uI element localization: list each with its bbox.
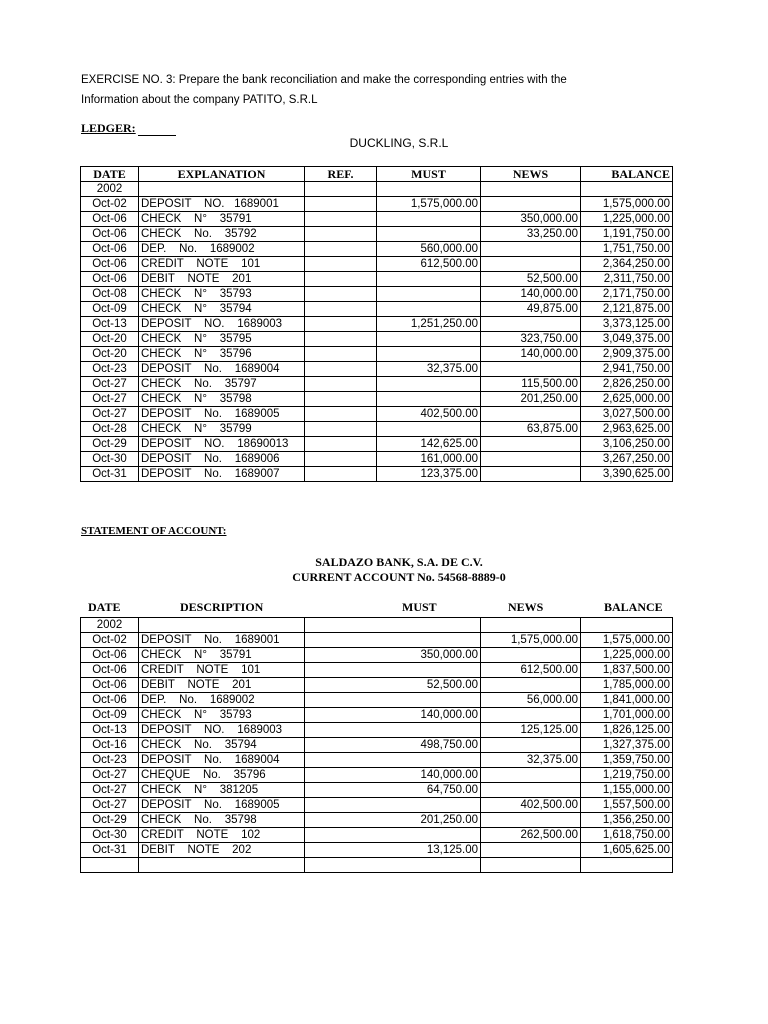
ledger-explanation-cell: CHECK N° 35794 [139, 302, 305, 317]
ledger-balance-cell: 1,575,000.00 [581, 197, 673, 212]
ledger-ref-cell [305, 242, 377, 257]
ledger-explanation-cell: CHECK No. 35792 [139, 227, 305, 242]
statement-header-balance: BALANCE [604, 600, 663, 614]
ledger-ref-cell [305, 332, 377, 347]
empty-cell [581, 618, 673, 633]
statement-date-cell: Oct-09 [81, 708, 139, 723]
statement-description-cell: DEBIT NOTE 201 [139, 678, 305, 693]
empty-cell [305, 858, 481, 873]
ledger-news-cell [481, 362, 581, 377]
ledger-ref-cell [305, 317, 377, 332]
statement-news-cell: 1,575,000.00 [481, 633, 581, 648]
bank-name: SALDAZO BANK, S.A. DE C.V. [315, 555, 483, 569]
statement-table [80, 617, 673, 873]
statement-must-cell [305, 723, 481, 738]
ledger-ref-cell [305, 362, 377, 377]
ledger-ref-cell [305, 377, 377, 392]
ledger-row [81, 452, 673, 467]
ledger-header-news: NEWS [481, 167, 581, 182]
ledger-explanation-cell: DEP. No. 1689002 [139, 242, 305, 257]
statement-must-cell: 13,125.00 [305, 843, 481, 858]
ledger-must-cell [377, 227, 481, 242]
ledger-date-cell: Oct-20 [81, 332, 139, 347]
ledger-row [81, 407, 673, 422]
statement-date-cell: Oct-29 [81, 813, 139, 828]
statement-description-cell: DEBIT NOTE 202 [139, 843, 305, 858]
ledger-explanation-cell: CHECK N° 35795 [139, 332, 305, 347]
instruction-line-2: Information about the company PATITO, S.R.L [81, 94, 318, 106]
empty-cell [581, 858, 673, 873]
empty-cell [377, 182, 481, 197]
statement-year: 2002 [81, 618, 139, 633]
empty-cell [139, 858, 305, 873]
statement-date-cell: Oct-06 [81, 648, 139, 663]
statement-date-cell: Oct-23 [81, 753, 139, 768]
statement-balance-cell: 1,618,750.00 [581, 828, 673, 843]
statement-news-cell [481, 768, 581, 783]
ledger-news-cell [481, 242, 581, 257]
statement-news-cell [481, 708, 581, 723]
ledger-row [81, 227, 673, 242]
statement-news-cell [481, 738, 581, 753]
statement-header-news: NEWS [508, 600, 544, 614]
ledger-ref-cell [305, 212, 377, 227]
statement-description-cell: DEP. No. 1689002 [139, 693, 305, 708]
empty-cell [581, 182, 673, 197]
statement-must-cell [305, 753, 481, 768]
ledger-news-cell: 323,750.00 [481, 332, 581, 347]
ledger-balance-cell: 1,191,750.00 [581, 227, 673, 242]
ledger-must-cell [377, 272, 481, 287]
ledger-ref-cell [305, 272, 377, 287]
ledger-explanation-cell: CHECK N° 35799 [139, 422, 305, 437]
ledger-must-cell: 1,251,250.00 [377, 317, 481, 332]
ledger-must-cell [377, 302, 481, 317]
ledger-ref-cell [305, 392, 377, 407]
ledger-date-cell: Oct-08 [81, 287, 139, 302]
statement-description-cell: DEPOSIT No. 1689005 [139, 798, 305, 813]
statement-description-cell: CREDIT NOTE 101 [139, 663, 305, 678]
instruction-line-1: EXERCISE NO. 3: Prepare the bank reconciliation and make the corresponding entries with the [81, 74, 567, 86]
ledger-balance-cell: 2,311,750.00 [581, 272, 673, 287]
statement-balance-cell: 1,701,000.00 [581, 708, 673, 723]
empty-cell [139, 182, 305, 197]
bank-account-number: CURRENT ACCOUNT No. 54568-8889-0 [292, 570, 506, 584]
statement-balance-cell: 1,557,500.00 [581, 798, 673, 813]
ledger-balance-cell: 3,390,625.00 [581, 467, 673, 482]
ledger-row [81, 197, 673, 212]
ledger-header-balance: BALANCE [581, 167, 673, 182]
ledger-balance-cell: 3,267,250.00 [581, 452, 673, 467]
statement-must-cell: 201,250.00 [305, 813, 481, 828]
ledger-date-cell: Oct-27 [81, 377, 139, 392]
ledger-explanation-cell: CHECK N° 35796 [139, 347, 305, 362]
ledger-row [81, 437, 673, 452]
ledger-must-cell: 123,375.00 [377, 467, 481, 482]
ledger-date-cell: Oct-23 [81, 362, 139, 377]
statement-must-cell: 140,000.00 [305, 768, 481, 783]
ledger-row [81, 332, 673, 347]
statement-must-cell [305, 828, 481, 843]
ledger-heading [81, 121, 176, 136]
statement-year-row [81, 618, 673, 633]
ledger-row [81, 317, 673, 332]
statement-must-cell: 52,500.00 [305, 678, 481, 693]
ledger-explanation-cell: CHECK N° 35798 [139, 392, 305, 407]
statement-heading: STATEMENT OF ACCOUNT: [81, 525, 227, 537]
ledger-date-cell: Oct-02 [81, 197, 139, 212]
ledger-explanation-cell: DEPOSIT NO. 1689003 [139, 317, 305, 332]
ledger-news-cell: 140,000.00 [481, 287, 581, 302]
empty-cell [81, 858, 139, 873]
ledger-must-cell: 142,625.00 [377, 437, 481, 452]
statement-balance-cell: 1,219,750.00 [581, 768, 673, 783]
ledger-date-cell: Oct-06 [81, 212, 139, 227]
statement-row [81, 693, 673, 708]
statement-row [81, 663, 673, 678]
ledger-date-cell: Oct-27 [81, 392, 139, 407]
ledger-balance-cell: 3,373,125.00 [581, 317, 673, 332]
ledger-header-date: DATE [81, 167, 139, 182]
ledger-must-cell [377, 212, 481, 227]
ledger-ref-cell [305, 257, 377, 272]
ledger-date-cell: Oct-06 [81, 242, 139, 257]
ledger-date-cell: Oct-31 [81, 467, 139, 482]
statement-balance-cell: 1,356,250.00 [581, 813, 673, 828]
statement-empty-row [81, 858, 673, 873]
ledger-header-row [81, 167, 673, 182]
statement-row [81, 738, 673, 753]
ledger-must-cell [377, 377, 481, 392]
ledger-company-name: DUCKLING, S.R.L [349, 136, 449, 150]
statement-news-cell: 402,500.00 [481, 798, 581, 813]
statement-must-cell: 140,000.00 [305, 708, 481, 723]
statement-balance-cell: 1,785,000.00 [581, 678, 673, 693]
ledger-news-cell: 350,000.00 [481, 212, 581, 227]
ledger-row [81, 272, 673, 287]
ledger-row [81, 212, 673, 227]
ledger-explanation-cell: DEBIT NOTE 201 [139, 272, 305, 287]
statement-header-row [80, 600, 672, 616]
ledger-news-cell [481, 197, 581, 212]
statement-balance-cell: 1,327,375.00 [581, 738, 673, 753]
ledger-date-cell: Oct-09 [81, 302, 139, 317]
ledger-row [81, 422, 673, 437]
ledger-date-cell: Oct-06 [81, 272, 139, 287]
ledger-must-cell: 32,375.00 [377, 362, 481, 377]
ledger-balance-cell: 2,121,875.00 [581, 302, 673, 317]
empty-cell [481, 618, 581, 633]
statement-description-cell: CHECK N° 35791 [139, 648, 305, 663]
ledger-table [80, 166, 673, 482]
ledger-row [81, 302, 673, 317]
ledger-date-cell: Oct-27 [81, 407, 139, 422]
statement-balance-cell: 1,225,000.00 [581, 648, 673, 663]
ledger-row [81, 257, 673, 272]
ledger-ref-cell [305, 197, 377, 212]
ledger-news-cell: 115,500.00 [481, 377, 581, 392]
ledger-must-cell: 612,500.00 [377, 257, 481, 272]
ledger-balance-cell: 2,364,250.00 [581, 257, 673, 272]
statement-news-cell [481, 783, 581, 798]
statement-description-cell: CHECK No. 35794 [139, 738, 305, 753]
statement-description-cell: CREDIT NOTE 102 [139, 828, 305, 843]
statement-news-cell [481, 648, 581, 663]
ledger-must-cell: 560,000.00 [377, 242, 481, 257]
statement-description-cell: CHEQUE No. 35796 [139, 768, 305, 783]
statement-news-cell: 262,500.00 [481, 828, 581, 843]
statement-description-cell: CHECK N° 35793 [139, 708, 305, 723]
ledger-ref-cell [305, 227, 377, 242]
ledger-news-cell: 49,875.00 [481, 302, 581, 317]
statement-description-cell: DEPOSIT No. 1689001 [139, 633, 305, 648]
ledger-header-explanation: EXPLANATION [139, 167, 305, 182]
ledger-heading-text: LEDGER: [81, 121, 136, 135]
statement-news-cell: 612,500.00 [481, 663, 581, 678]
ledger-explanation-cell: DEPOSIT NO. 18690013 [139, 437, 305, 452]
statement-must-cell [305, 693, 481, 708]
ledger-must-cell [377, 287, 481, 302]
statement-date-cell: Oct-06 [81, 663, 139, 678]
ledger-row [81, 467, 673, 482]
ledger-balance-cell: 3,049,375.00 [581, 332, 673, 347]
statement-must-cell: 350,000.00 [305, 648, 481, 663]
ledger-balance-cell: 3,027,500.00 [581, 407, 673, 422]
statement-news-cell: 125,125.00 [481, 723, 581, 738]
statement-balance-cell: 1,155,000.00 [581, 783, 673, 798]
statement-date-cell: Oct-27 [81, 783, 139, 798]
empty-cell [305, 182, 377, 197]
ledger-row [81, 377, 673, 392]
statement-date-cell: Oct-16 [81, 738, 139, 753]
statement-balance-cell: 1,605,625.00 [581, 843, 673, 858]
statement-balance-cell: 1,826,125.00 [581, 723, 673, 738]
statement-row [81, 678, 673, 693]
ledger-news-cell: 140,000.00 [481, 347, 581, 362]
statement-row [81, 828, 673, 843]
statement-date-cell: Oct-30 [81, 828, 139, 843]
statement-date-cell: Oct-02 [81, 633, 139, 648]
statement-date-cell: Oct-06 [81, 678, 139, 693]
statement-news-cell: 32,375.00 [481, 753, 581, 768]
ledger-ref-cell [305, 287, 377, 302]
ledger-balance-cell: 2,941,750.00 [581, 362, 673, 377]
ledger-explanation-cell: DEPOSIT No. 1689005 [139, 407, 305, 422]
ledger-news-cell [481, 452, 581, 467]
statement-date-cell: Oct-13 [81, 723, 139, 738]
ledger-news-cell: 201,250.00 [481, 392, 581, 407]
ledger-balance-cell: 1,225,000.00 [581, 212, 673, 227]
statement-header-date: DATE [88, 600, 121, 614]
ledger-balance-cell: 3,106,250.00 [581, 437, 673, 452]
ledger-explanation-cell: CREDIT NOTE 101 [139, 257, 305, 272]
statement-news-cell: 56,000.00 [481, 693, 581, 708]
ledger-ref-cell [305, 422, 377, 437]
statement-must-cell: 64,750.00 [305, 783, 481, 798]
ledger-balance-cell: 2,963,625.00 [581, 422, 673, 437]
ledger-ref-cell [305, 407, 377, 422]
ledger-explanation-cell: DEPOSIT No. 1689004 [139, 362, 305, 377]
statement-header-must: MUST [402, 600, 437, 614]
ledger-news-cell [481, 257, 581, 272]
ledger-row [81, 347, 673, 362]
statement-row [81, 648, 673, 663]
statement-row [81, 708, 673, 723]
ledger-date-cell: Oct-29 [81, 437, 139, 452]
ledger-news-cell [481, 437, 581, 452]
ledger-date-cell: Oct-28 [81, 422, 139, 437]
statement-description-cell: DEPOSIT No. 1689004 [139, 753, 305, 768]
ledger-row [81, 242, 673, 257]
statement-row [81, 633, 673, 648]
statement-row [81, 753, 673, 768]
empty-cell [481, 858, 581, 873]
ledger-explanation-cell: DEPOSIT NO. 1689001 [139, 197, 305, 212]
ledger-must-cell: 161,000.00 [377, 452, 481, 467]
ledger-explanation-cell: CHECK No. 35797 [139, 377, 305, 392]
statement-header-description: DESCRIPTION [180, 600, 264, 614]
ledger-balance-cell: 2,826,250.00 [581, 377, 673, 392]
ledger-balance-cell: 2,909,375.00 [581, 347, 673, 362]
ledger-explanation-cell: DEPOSIT No. 1689006 [139, 452, 305, 467]
ledger-must-cell [377, 332, 481, 347]
statement-must-cell: 498,750.00 [305, 738, 481, 753]
statement-date-cell: Oct-31 [81, 843, 139, 858]
ledger-date-cell: Oct-13 [81, 317, 139, 332]
ledger-explanation-cell: CHECK N° 35791 [139, 212, 305, 227]
statement-must-cell [305, 663, 481, 678]
ledger-heading-blank [138, 124, 176, 136]
statement-must-cell [305, 798, 481, 813]
empty-cell [139, 618, 305, 633]
ledger-date-cell: Oct-20 [81, 347, 139, 362]
ledger-row [81, 287, 673, 302]
ledger-news-cell: 63,875.00 [481, 422, 581, 437]
ledger-news-cell: 52,500.00 [481, 272, 581, 287]
statement-date-cell: Oct-06 [81, 693, 139, 708]
ledger-ref-cell [305, 347, 377, 362]
ledger-ref-cell [305, 467, 377, 482]
ledger-header-ref: REF. [305, 167, 377, 182]
statement-description-cell: DEPOSIT NO. 1689003 [139, 723, 305, 738]
statement-balance-cell: 1,841,000.00 [581, 693, 673, 708]
statement-balance-cell: 1,359,750.00 [581, 753, 673, 768]
empty-cell [481, 182, 581, 197]
statement-description-cell: CHECK N° 381205 [139, 783, 305, 798]
ledger-news-cell [481, 467, 581, 482]
statement-date-cell: Oct-27 [81, 768, 139, 783]
ledger-header-must: MUST [377, 167, 481, 182]
statement-news-cell [481, 678, 581, 693]
statement-news-cell [481, 813, 581, 828]
statement-row [81, 813, 673, 828]
statement-date-cell: Oct-27 [81, 798, 139, 813]
ledger-date-cell: Oct-30 [81, 452, 139, 467]
statement-balance-cell: 1,575,000.00 [581, 633, 673, 648]
statement-row [81, 798, 673, 813]
statement-news-cell [481, 843, 581, 858]
statement-row [81, 843, 673, 858]
ledger-news-cell [481, 317, 581, 332]
ledger-explanation-cell: CHECK N° 35793 [139, 287, 305, 302]
ledger-must-cell [377, 422, 481, 437]
statement-row [81, 768, 673, 783]
statement-balance-cell: 1,837,500.00 [581, 663, 673, 678]
ledger-row [81, 392, 673, 407]
ledger-must-cell [377, 392, 481, 407]
ledger-row [81, 362, 673, 377]
ledger-balance-cell: 2,171,750.00 [581, 287, 673, 302]
exercise-instructions [81, 70, 641, 110]
statement-must-cell [305, 633, 481, 648]
statement-description-cell: CHECK No. 35798 [139, 813, 305, 828]
ledger-date-cell: Oct-06 [81, 227, 139, 242]
ledger-must-cell [377, 347, 481, 362]
statement-row [81, 783, 673, 798]
ledger-ref-cell [305, 452, 377, 467]
ledger-year: 2002 [81, 182, 139, 197]
ledger-ref-cell [305, 437, 377, 452]
ledger-must-cell: 1,575,000.00 [377, 197, 481, 212]
ledger-must-cell: 402,500.00 [377, 407, 481, 422]
statement-row [81, 723, 673, 738]
ledger-news-cell: 33,250.00 [481, 227, 581, 242]
ledger-news-cell [481, 407, 581, 422]
empty-cell [305, 618, 481, 633]
ledger-year-row [81, 182, 673, 197]
ledger-body [81, 182, 673, 482]
ledger-balance-cell: 1,751,750.00 [581, 242, 673, 257]
ledger-balance-cell: 2,625,000.00 [581, 392, 673, 407]
ledger-date-cell: Oct-06 [81, 257, 139, 272]
ledger-ref-cell [305, 302, 377, 317]
ledger-explanation-cell: DEPOSIT No. 1689007 [139, 467, 305, 482]
statement-body [81, 618, 673, 873]
